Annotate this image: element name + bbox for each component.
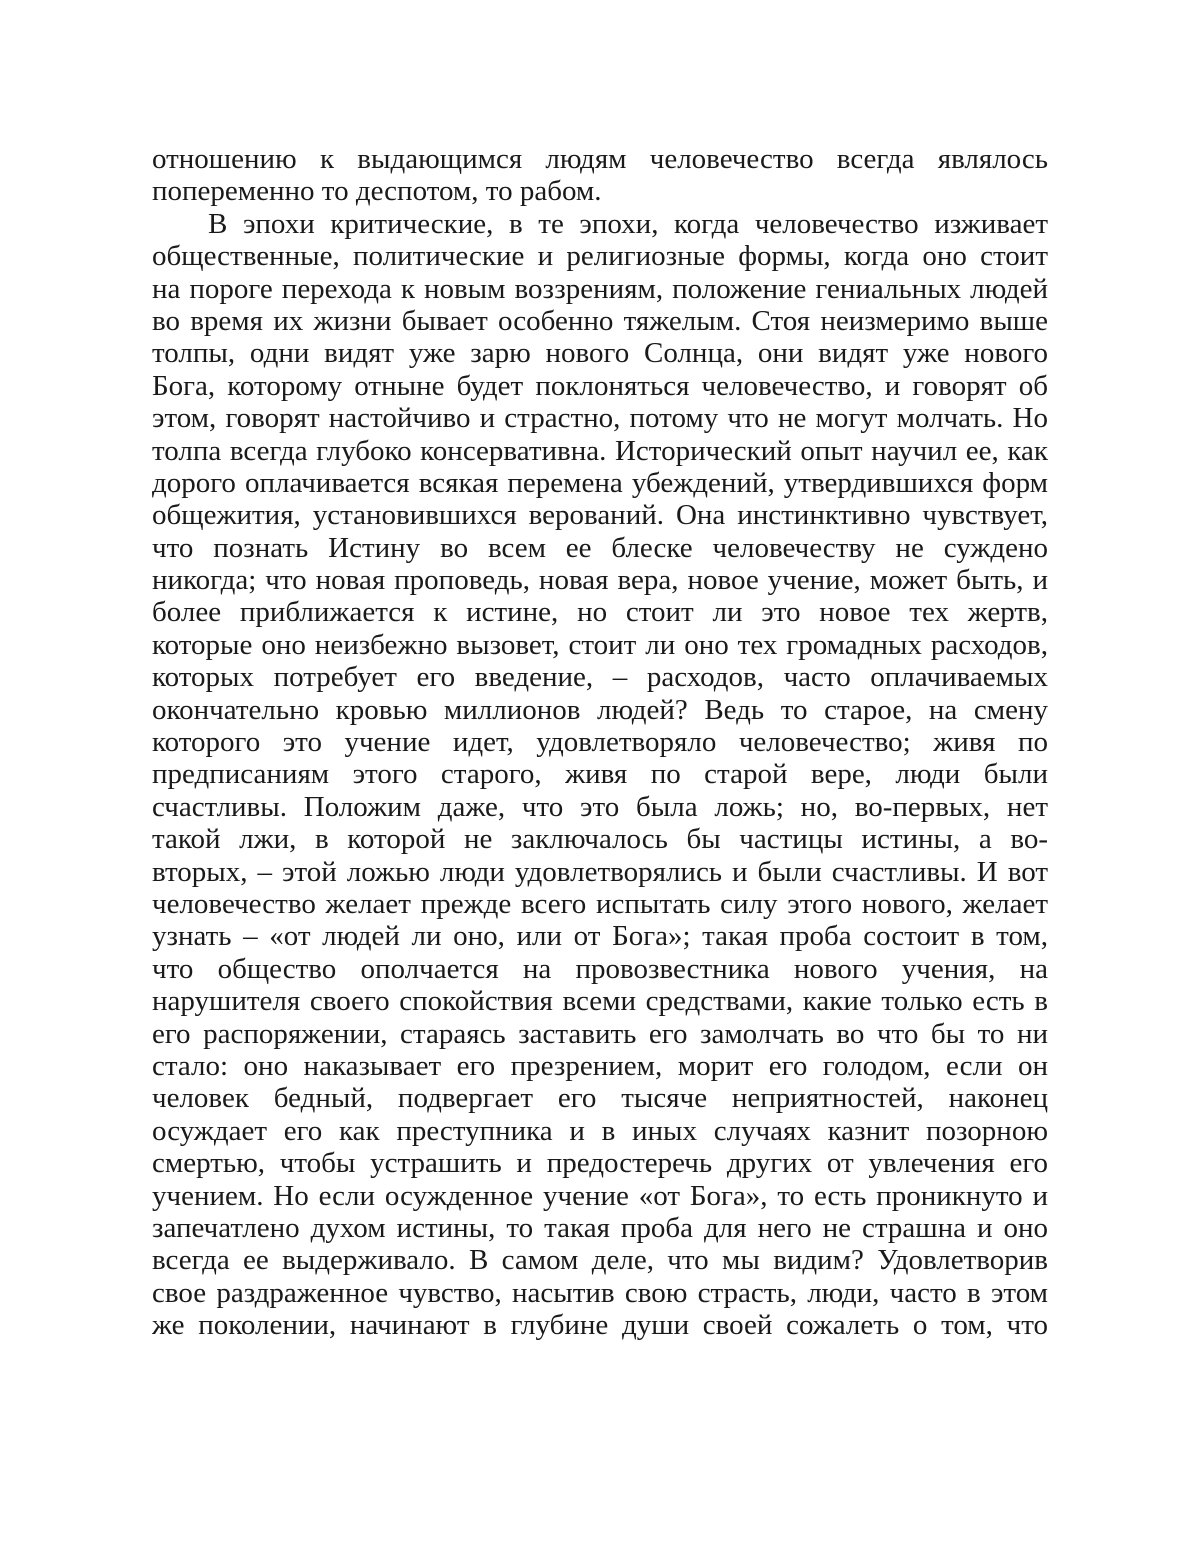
text-line: его распоряжении, стараясь заставить его замолчать во что бы то ни	[152, 1018, 1048, 1050]
text-line: на пороге перехода к новым воззрениям, положение гениальных людей	[152, 273, 1048, 305]
text-line: окончательно кровью миллионов людей? Ведь то старое, на смену	[152, 694, 1048, 726]
text-line: счастливы. Положим даже, что это была ложь; но, во-первых, нет	[152, 791, 1048, 823]
text-line: всегда ее выдерживало. В самом деле, что мы видим? Удовлетворив	[152, 1244, 1048, 1276]
text-line: узнать – «от людей ли оно, или от Бога»; такая проба состоит в том,	[152, 920, 1048, 952]
text-line: такой лжи, в которой не заключалось бы частицы истины, а во-	[152, 823, 1048, 855]
text-line: нарушителя своего спокойствия всеми средствами, какие только есть в	[152, 985, 1048, 1017]
text-line: толпы, одни видят уже зарю нового Солнца, они видят уже нового	[152, 337, 1048, 369]
text-line: дорого оплачивается всякая перемена убеждений, утвердившихся форм	[152, 467, 1048, 499]
text-line: учением. Но если осужденное учение «от Бога», то есть проникнуто и	[152, 1180, 1048, 1212]
text-line: стало: оно наказывает его презрением, морит его голодом, если он	[152, 1050, 1048, 1082]
text-line: Бога, которому отныне будет поклоняться человечество, и говорят об	[152, 370, 1048, 402]
text-line: человечество желает прежде всего испытать силу этого нового, желает	[152, 888, 1048, 920]
text-line: вторых, – этой ложью люди удовлетворялись и были счастливы. И вот	[152, 856, 1048, 888]
text-line: же поколении, начинают в глубине души своей сожалеть о том, что	[152, 1309, 1048, 1341]
document-page	[0, 0, 1200, 1553]
text-line: что общество ополчается на провозвестника нового учения, на	[152, 953, 1048, 985]
paragraph-first-line: В эпохи критические, в те эпохи, когда человечество изживает	[152, 208, 1048, 240]
text-line: попеременно то деспотом, то рабом.	[152, 175, 1048, 207]
text-line: осуждает его как преступника и в иных случаях казнит позорною	[152, 1115, 1048, 1147]
text-line: человек бедный, подвергает его тысяче неприятностей, наконец	[152, 1082, 1048, 1114]
text-line: свое раздраженное чувство, насытив свою страсть, люди, часто в этом	[152, 1277, 1048, 1309]
text-line: никогда; что новая проповедь, новая вера, новое учение, может быть, и	[152, 564, 1048, 596]
text-line: толпа всегда глубоко консервативна. Исторический опыт научил ее, как	[152, 435, 1048, 467]
text-line: что познать Истину во всем ее блеске человечеству не суждено	[152, 532, 1048, 564]
text-line: отношению к выдающимся людям человечество всегда являлось	[152, 143, 1048, 175]
text-line: предписаниям этого старого, живя по старой вере, люди были	[152, 758, 1048, 790]
text-line: этом, говорят настойчиво и страстно, потому что не могут молчать. Но	[152, 402, 1048, 434]
text-line: запечатлено духом истины, то такая проба для него не страшна и оно	[152, 1212, 1048, 1244]
text-line: более приближается к истине, но стоит ли это новое тех жертв,	[152, 596, 1048, 628]
text-line: которые оно неизбежно вызовет, стоит ли оно тех громадных расходов,	[152, 629, 1048, 661]
text-line: которых потребует его введение, – расходов, часто оплачиваемых	[152, 661, 1048, 693]
text-line: во время их жизни бывает особенно тяжелым. Стоя неизмеримо выше	[152, 305, 1048, 337]
text-line: которого это учение идет, удовлетворяло человечество; живя по	[152, 726, 1048, 758]
text-line: общежития, установившихся верований. Она инстинктивно чувствует,	[152, 499, 1048, 531]
text-line: смертью, чтобы устрашить и предостеречь других от увлечения его	[152, 1147, 1048, 1179]
text-line: общественные, политические и религиозные формы, когда оно стоит	[152, 240, 1048, 272]
text-body	[152, 143, 1048, 1341]
